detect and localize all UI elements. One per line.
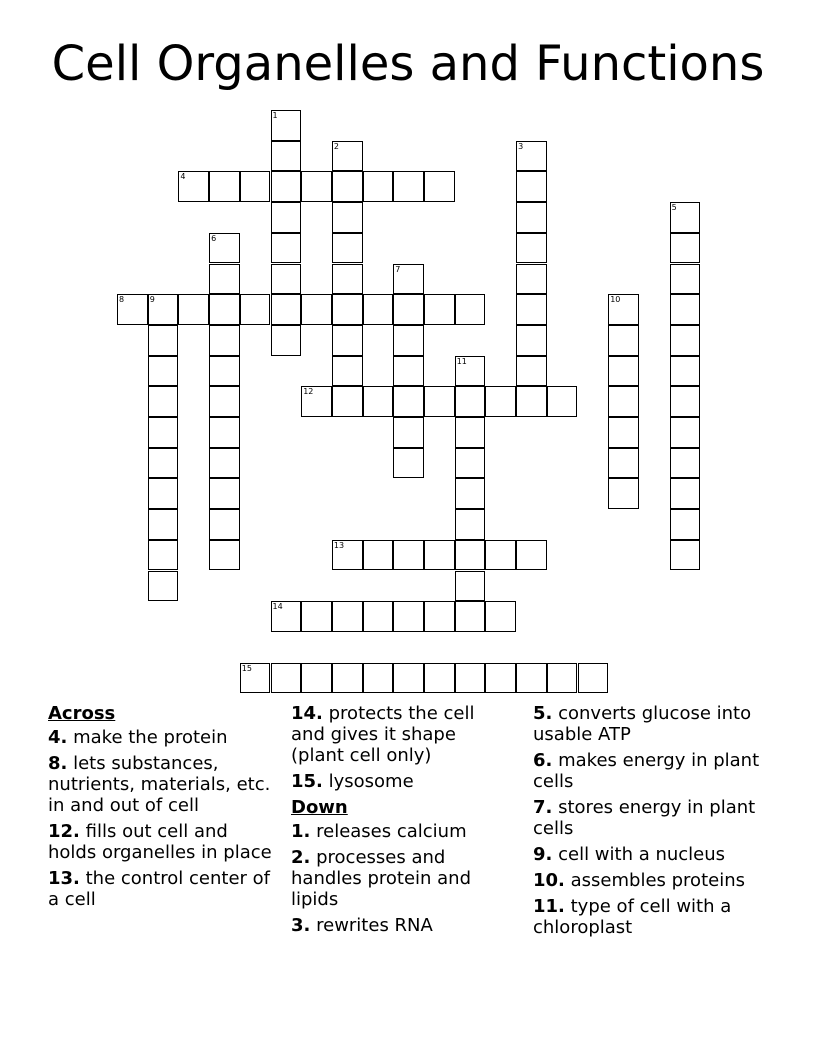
crossword-cell[interactable]: [117, 294, 148, 325]
crossword-cell[interactable]: [424, 386, 455, 417]
crossword-cell[interactable]: [332, 601, 363, 632]
crossword-cell[interactable]: [455, 478, 486, 509]
crossword-cell[interactable]: [363, 171, 394, 202]
crossword-cell[interactable]: [516, 325, 547, 356]
crossword-cell[interactable]: [271, 294, 302, 325]
crossword-cell[interactable]: [332, 294, 363, 325]
crossword-cell[interactable]: [516, 386, 547, 417]
crossword-cell[interactable]: [516, 233, 547, 264]
crossword-cell[interactable]: [455, 417, 486, 448]
crossword-cell[interactable]: [516, 171, 547, 202]
crossword-cell[interactable]: [332, 233, 363, 264]
crossword-cell[interactable]: [578, 663, 609, 694]
clue-column-2: [291, 703, 511, 941]
down-clue: 2. processes and handles protein and lipids: [291, 847, 472, 910]
crossword-cell[interactable]: [332, 171, 363, 202]
crossword-cell[interactable]: [148, 571, 179, 602]
crossword-cell[interactable]: [455, 540, 486, 571]
clue-number: 14: [272, 602, 283, 612]
clue-number: 7: [395, 264, 401, 274]
clue-number: 8: [119, 295, 125, 305]
crossword-cell[interactable]: [332, 386, 363, 417]
across-clue: 14. protects the cell and gives it shape (plant cell only): [291, 703, 475, 766]
crossword-cell[interactable]: [363, 540, 394, 571]
crossword-cell[interactable]: [455, 448, 486, 479]
crossword-cell[interactable]: [670, 325, 701, 356]
crossword-cell[interactable]: [363, 386, 394, 417]
crossword-cell[interactable]: [209, 325, 240, 356]
crossword-cell[interactable]: [393, 294, 424, 325]
crossword-cell[interactable]: [209, 417, 240, 448]
crossword-cell[interactable]: [424, 601, 455, 632]
crossword-cell[interactable]: [209, 171, 240, 202]
crossword-cell[interactable]: [209, 356, 240, 387]
clue-number: 5: [671, 203, 677, 213]
crossword-cell[interactable]: [271, 601, 302, 632]
crossword-cell[interactable]: [608, 448, 639, 479]
clue-number: 6: [211, 233, 217, 243]
crossword-cell[interactable]: [271, 202, 302, 233]
crossword-cell[interactable]: [148, 294, 179, 325]
crossword-cell[interactable]: [332, 356, 363, 387]
puzzle-title: Cell Organelles and Functions: [51, 36, 765, 92]
across-heading: Across: [48, 703, 116, 724]
crossword-cell[interactable]: [547, 386, 578, 417]
crossword-cell[interactable]: [240, 663, 271, 694]
crossword-cell[interactable]: [424, 663, 455, 694]
crossword-cell[interactable]: [393, 663, 424, 694]
crossword-cell[interactable]: [455, 601, 486, 632]
crossword-cell[interactable]: [516, 663, 547, 694]
crossword-cell[interactable]: [240, 171, 271, 202]
crossword-cell[interactable]: [271, 264, 302, 295]
crossword-cell[interactable]: [148, 325, 179, 356]
crossword-cell[interactable]: [670, 509, 701, 540]
clue-number: 13: [333, 540, 345, 550]
crossword-cell[interactable]: [178, 294, 209, 325]
crossword-cell[interactable]: [485, 540, 516, 571]
crossword-cell[interactable]: [393, 386, 424, 417]
clue-number: 2: [333, 141, 339, 151]
crossword-cell[interactable]: [455, 294, 486, 325]
crossword-cell[interactable]: [516, 294, 547, 325]
crossword-cell[interactable]: [301, 663, 332, 694]
crossword-cell[interactable]: [670, 386, 701, 417]
down-clue: 5. converts glucose into usable ATP: [533, 703, 752, 745]
crossword-cell[interactable]: [271, 171, 302, 202]
crossword-cell[interactable]: [393, 325, 424, 356]
crossword-cell[interactable]: [424, 171, 455, 202]
crossword-cell[interactable]: [455, 571, 486, 602]
crossword-cell[interactable]: [178, 171, 209, 202]
crossword-cell[interactable]: [209, 233, 240, 264]
crossword-cell[interactable]: [455, 663, 486, 694]
crossword-cell[interactable]: [209, 509, 240, 540]
down-clue: 10. assembles proteins: [533, 870, 745, 891]
crossword-cell[interactable]: [209, 478, 240, 509]
crossword-cell[interactable]: [332, 141, 363, 172]
crossword-cell[interactable]: [148, 448, 179, 479]
down-clue: 1. releases calcium: [291, 821, 467, 842]
clue-number: 11: [456, 356, 467, 366]
down-heading: Down: [291, 797, 348, 818]
crossword-cell[interactable]: [608, 294, 639, 325]
crossword-cell[interactable]: [332, 202, 363, 233]
crossword-cell[interactable]: [363, 601, 394, 632]
crossword-cell[interactable]: [670, 233, 701, 264]
crossword-cell[interactable]: [301, 386, 332, 417]
clue-number: 4: [180, 172, 186, 182]
crossword-cell[interactable]: [393, 264, 424, 295]
crossword-cell[interactable]: [301, 601, 332, 632]
crossword-cell[interactable]: [393, 171, 424, 202]
clue-number: 12: [303, 387, 314, 397]
down-clue: 7. stores energy in plant cells: [533, 797, 756, 839]
across-clue: 15. lysosome: [291, 771, 414, 792]
crossword-cell[interactable]: [670, 478, 701, 509]
crossword-cell[interactable]: [516, 141, 547, 172]
crossword-cell[interactable]: [148, 386, 179, 417]
crossword-cell[interactable]: [670, 356, 701, 387]
crossword-cell[interactable]: [271, 325, 302, 356]
crossword-cell[interactable]: [209, 540, 240, 571]
across-clue: 12. fills out cell and holds organelles in place: [48, 821, 272, 863]
crossword-cell[interactable]: [332, 325, 363, 356]
crossword-cell[interactable]: [209, 386, 240, 417]
clue-number: 9: [149, 295, 155, 305]
crossword-cell[interactable]: [485, 601, 516, 632]
crossword-cell[interactable]: [271, 233, 302, 264]
clue-number: 10: [610, 295, 621, 305]
crossword-cell[interactable]: [301, 171, 332, 202]
clue-number: 3: [518, 141, 524, 151]
down-clue: 6. makes energy in plant cells: [533, 750, 760, 792]
crossword-cell[interactable]: [271, 141, 302, 172]
down-clue: 11. type of cell with a chloroplast: [533, 896, 732, 938]
crossword-cell[interactable]: [455, 356, 486, 387]
crossword-cell[interactable]: [393, 601, 424, 632]
crossword-cell[interactable]: [209, 264, 240, 295]
clue-column-1: [48, 703, 273, 915]
across-clue: 4. make the protein: [48, 727, 228, 748]
crossword-cell[interactable]: [240, 294, 271, 325]
down-clue: 3. rewrites RNA: [291, 915, 433, 936]
crossword-cell[interactable]: [363, 663, 394, 694]
crossword-cell[interactable]: [209, 294, 240, 325]
across-clue: 8. lets substances, nutrients, materials, etc. in and out of cell: [48, 753, 271, 816]
crossword-cell[interactable]: [393, 448, 424, 479]
crossword-cell[interactable]: [424, 540, 455, 571]
across-clue: 13. the control center of a cell: [48, 868, 270, 910]
crossword-cell[interactable]: [516, 264, 547, 295]
crossword-cell[interactable]: [424, 294, 455, 325]
crossword-cell[interactable]: [363, 294, 394, 325]
crossword-cell[interactable]: [393, 540, 424, 571]
crossword-cell[interactable]: [608, 356, 639, 387]
crossword-cell[interactable]: [516, 202, 547, 233]
crossword-cell[interactable]: [332, 264, 363, 295]
crossword-cell[interactable]: [332, 663, 363, 694]
crossword-cell[interactable]: [608, 478, 639, 509]
crossword-cell[interactable]: [608, 386, 639, 417]
crossword-cell[interactable]: [547, 663, 578, 694]
crossword-cell[interactable]: [148, 509, 179, 540]
crossword-cell[interactable]: [301, 294, 332, 325]
crossword-cell[interactable]: [148, 356, 179, 387]
crossword-cell[interactable]: [148, 540, 179, 571]
crossword-cell[interactable]: [670, 417, 701, 448]
crossword-cell[interactable]: [670, 540, 701, 571]
crossword-cell[interactable]: [516, 540, 547, 571]
crossword-cell[interactable]: [516, 356, 547, 387]
crossword-cell[interactable]: [393, 417, 424, 448]
crossword-cell[interactable]: [332, 540, 363, 571]
down-clue: 9. cell with a nucleus: [533, 844, 726, 865]
crossword-cell[interactable]: [485, 386, 516, 417]
crossword-cell[interactable]: [148, 417, 179, 448]
clue-number: 15: [241, 663, 252, 673]
crossword-cell[interactable]: [271, 663, 302, 694]
crossword-cell[interactable]: [148, 478, 179, 509]
crossword-cell[interactable]: [670, 448, 701, 479]
crossword-cell[interactable]: [670, 294, 701, 325]
crossword-cell[interactable]: [455, 509, 486, 540]
clue-number: 1: [272, 111, 278, 120]
crossword-cell[interactable]: [608, 417, 639, 448]
crossword-cell[interactable]: [393, 356, 424, 387]
crossword-cell[interactable]: [271, 110, 302, 141]
crossword-cell[interactable]: [608, 325, 639, 356]
crossword-cell[interactable]: [455, 386, 486, 417]
crossword-cell[interactable]: [209, 448, 240, 479]
crossword-cell[interactable]: [670, 202, 701, 233]
crossword-cell[interactable]: [485, 663, 516, 694]
crossword-cell[interactable]: [670, 264, 701, 295]
clue-column-3: [533, 703, 773, 943]
